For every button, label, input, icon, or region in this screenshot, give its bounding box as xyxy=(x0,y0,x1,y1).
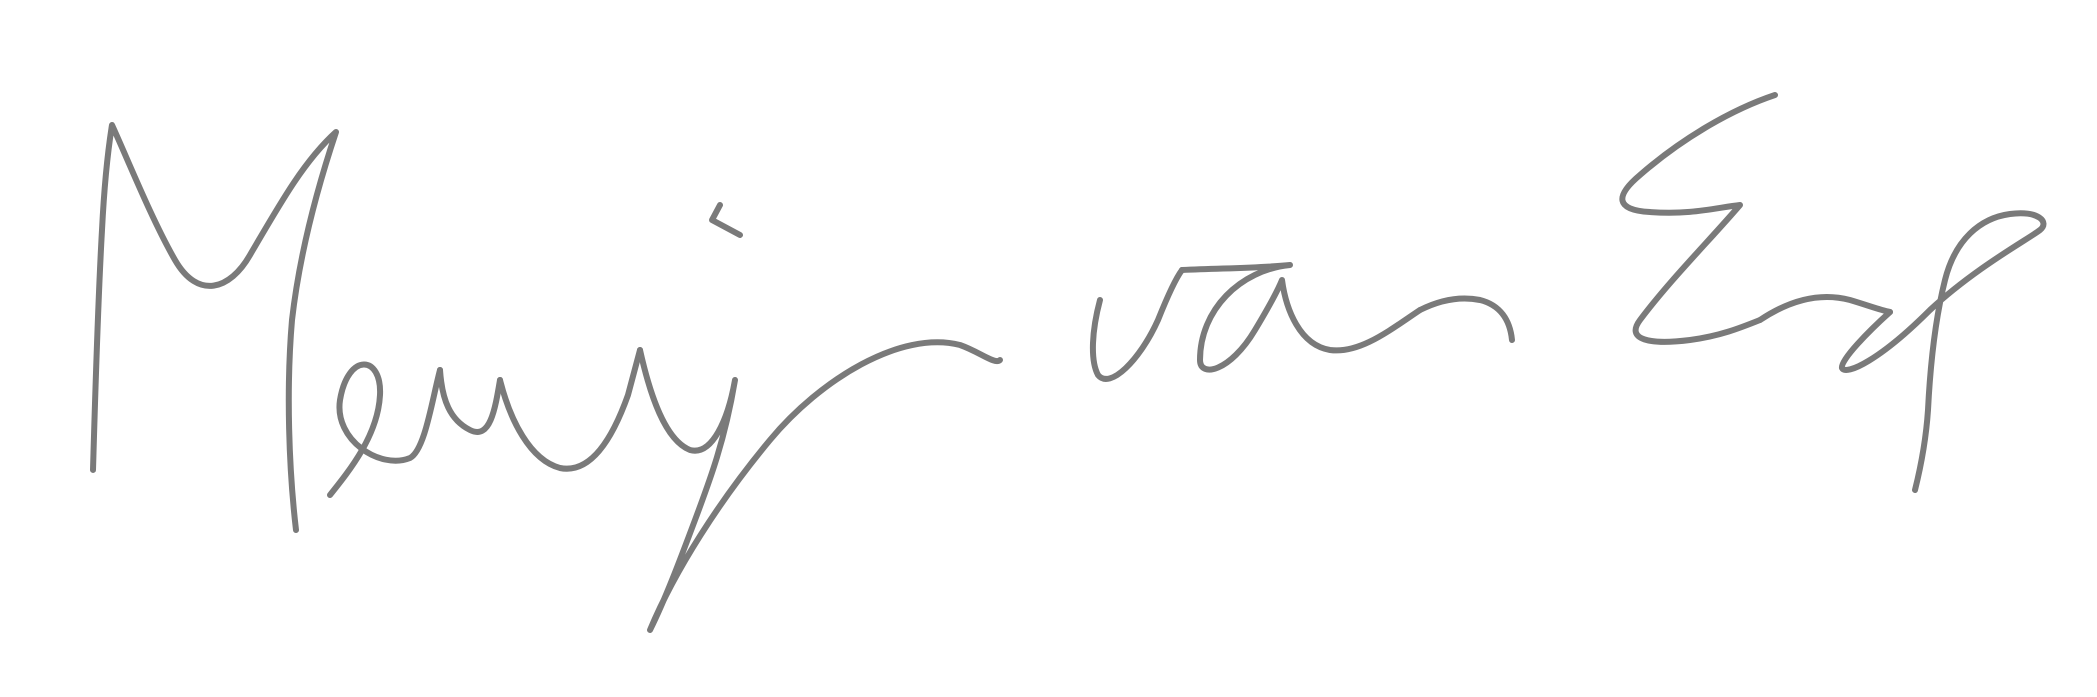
stroke-a xyxy=(1182,265,1420,370)
stroke-m xyxy=(93,125,336,530)
stroke-j xyxy=(640,342,1000,630)
signature-strokes xyxy=(93,95,2043,630)
stroke-p xyxy=(1842,213,2044,490)
stroke-n xyxy=(1420,298,1512,340)
stroke-r xyxy=(440,370,500,432)
stroke-e-cap xyxy=(1622,95,1775,342)
stroke-v xyxy=(1093,270,1182,379)
stroke-erp-r xyxy=(1760,297,1890,320)
stroke-i-dot xyxy=(712,205,740,235)
stroke-e xyxy=(330,364,440,495)
stroke-i xyxy=(500,350,640,469)
